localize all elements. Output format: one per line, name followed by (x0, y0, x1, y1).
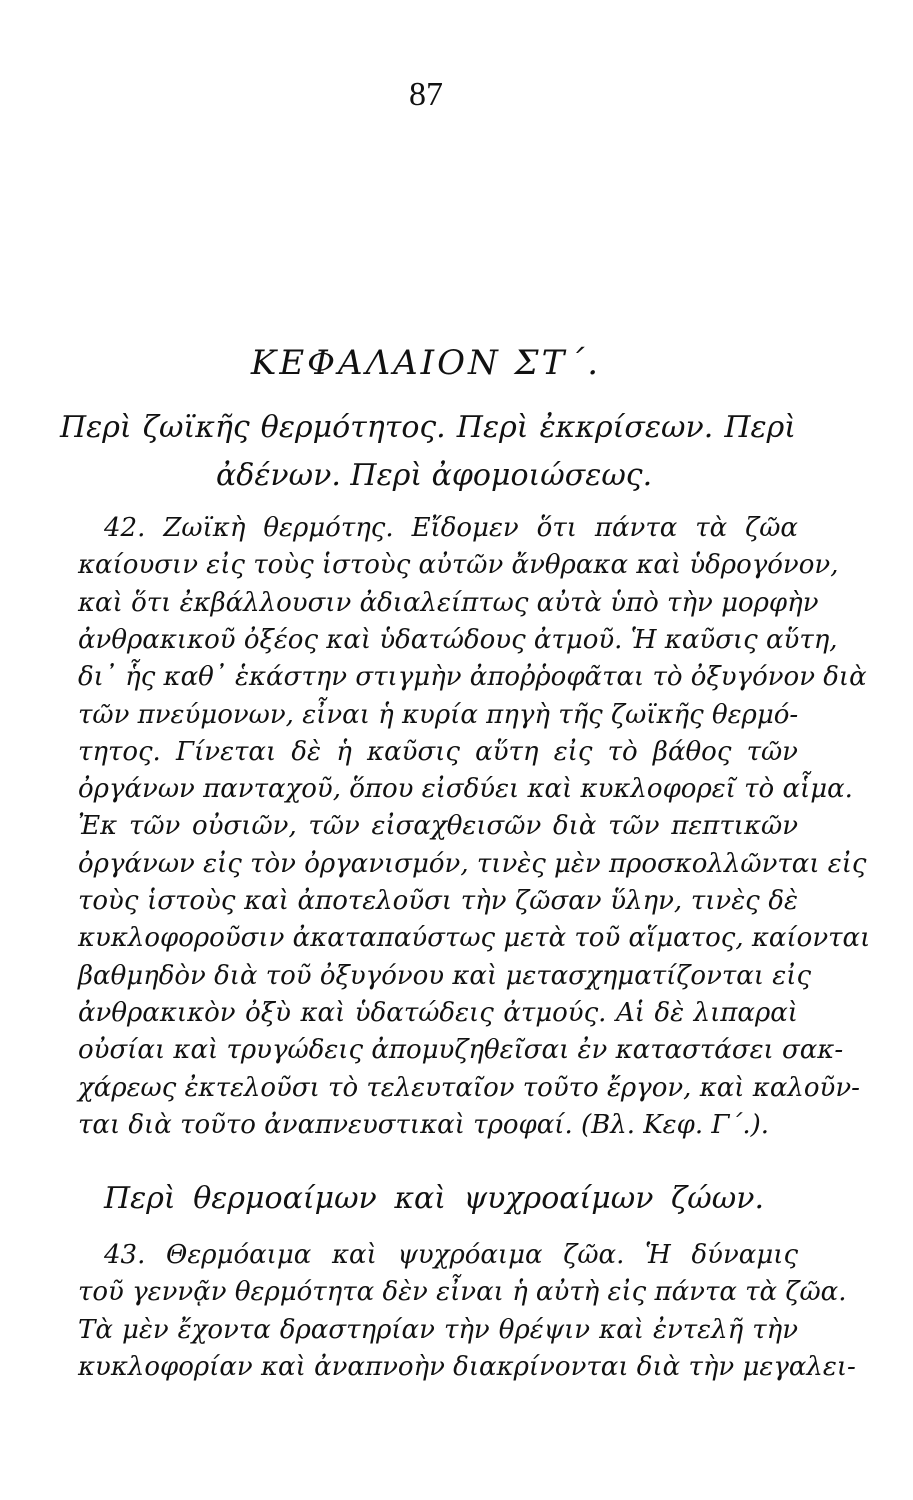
paragraph-42-line-5: δι᾽ ἧς καθ᾽ ἑκάστην στιγμὴν ἀποῤῥοφᾶται τὸ ὀξυγόνον διὰ (78, 662, 867, 693)
section-heading: Περὶ θερμοαίμων καὶ ψυχροαίμων ζώων. (104, 1181, 764, 1216)
chapter-subtitle-line-1: Περὶ ζωϊκῆς θερμότητος. Περὶ ἐκκρίσεων. Περὶ (60, 410, 796, 445)
chapter-title: ΚΕΦΑΛΑΙΟΝ ΣΤ΄. (250, 343, 602, 383)
paragraph-43-line-2: τοῦ γεννᾷν θερμότητα δὲν εἶναι ἡ αὐτὴ εἰς πάντα τὰ ζῶα. (78, 1277, 847, 1308)
paragraph-42-line-13: βαθμηδὸν διὰ τοῦ ὀξυγόνου καὶ μετασχηματίζονται εἰς (78, 960, 812, 991)
paragraph-42-line-15: οὐσίαι καὶ τρυγώδεις ἀπομυζηθεῖσαι ἐν καταστάσει σακ- (78, 1035, 844, 1066)
chapter-subtitle-line-2: ἀδένων. Περὶ ἀφομοιώσεως. (216, 458, 653, 493)
paragraph-42-line-16: χάρεως ἐκτελοῦσι τὸ τελευταῖον τοῦτο ἔργον, καὶ καλοῦν- (78, 1072, 860, 1103)
paragraph-42-line-14: ἀνθρακικὸν ὀξὺ καὶ ὑδατώδεις ἀτμούς. Αἱ δὲ λιπαραὶ (78, 997, 798, 1028)
paragraph-42-line-17: ται διὰ τοῦτο ἀναπνευστικαὶ τροφαί. (Βλ. Κεφ. Γ΄.). (78, 1109, 770, 1140)
paragraph-42-line-8: ὀργάνων πανταχοῦ, ὅπου εἰσδύει καὶ κυκλοφορεῖ τὸ αἷμα. (78, 774, 853, 805)
paragraph-42-line-11: τοὺς ἱστοὺς καὶ ἀποτελοῦσι τὴν ζῶσαν ὕλην, τινὲς δὲ (78, 886, 798, 916)
paragraph-42-line-3: καὶ ὅτι ἐκβάλλουσιν ἀδιαλείπτως αὐτὰ ὑπὸ τὴν μορφὴν (78, 587, 819, 618)
paragraph-42-line-2: καίουσιν εἰς τοὺς ἱστοὺς αὐτῶν ἄνθρακα καὶ ὑδρογόνον, (78, 550, 839, 581)
paragraph-43-line-1: 43. Θερμόαιμα καὶ ψυχρόαιμα ζῶα. Ἡ δύναμις (104, 1240, 798, 1270)
paragraph-42-line-1: 42. Ζωϊκὴ θερμότης. Εἴδομεν ὅτι πάντα τὰ ζῶα (104, 513, 798, 543)
paragraph-42-line-7: τητος. Γίνεται δὲ ἡ καῦσις αὕτη εἰς τὸ βάθος τῶν (78, 736, 798, 767)
paragraph-43-line-3: Τὰ μὲν ἔχοντα δραστηρίαν τὴν θρέψιν καὶ ἐντελῆ τὴν (78, 1314, 798, 1345)
paragraph-42-line-6: τῶν πνεύμονων, εἶναι ἡ κυρία πηγὴ τῆς ζωϊκῆς θερμό- (78, 699, 799, 730)
paragraph-42-line-9: Ἐκ τῶν οὐσιῶν, τῶν εἰσαχθεισῶν διὰ τῶν πεπτικῶν (78, 811, 798, 842)
page-number: 87 (409, 76, 443, 113)
paragraph-42-line-4: ἀνθρακικοῦ ὀξέος καὶ ὑδατώδους ἀτμοῦ. Ἡ καῦσις αὕτη, (78, 624, 838, 655)
paragraph-42-line-12: κυκλοφοροῦσιν ἀκαταπαύστως μετὰ τοῦ αἵματος, καίονται (78, 923, 871, 954)
paragraph-42-line-10: ὀργάνων εἰς τὸν ὀργανισμόν, τινὲς μὲν προσκολλῶνται εἰς (78, 848, 867, 879)
paragraph-43-line-4: κυκλοφορίαν καὶ ἀναπνοὴν διακρίνονται διὰ τὴν μεγαλει- (78, 1351, 856, 1382)
